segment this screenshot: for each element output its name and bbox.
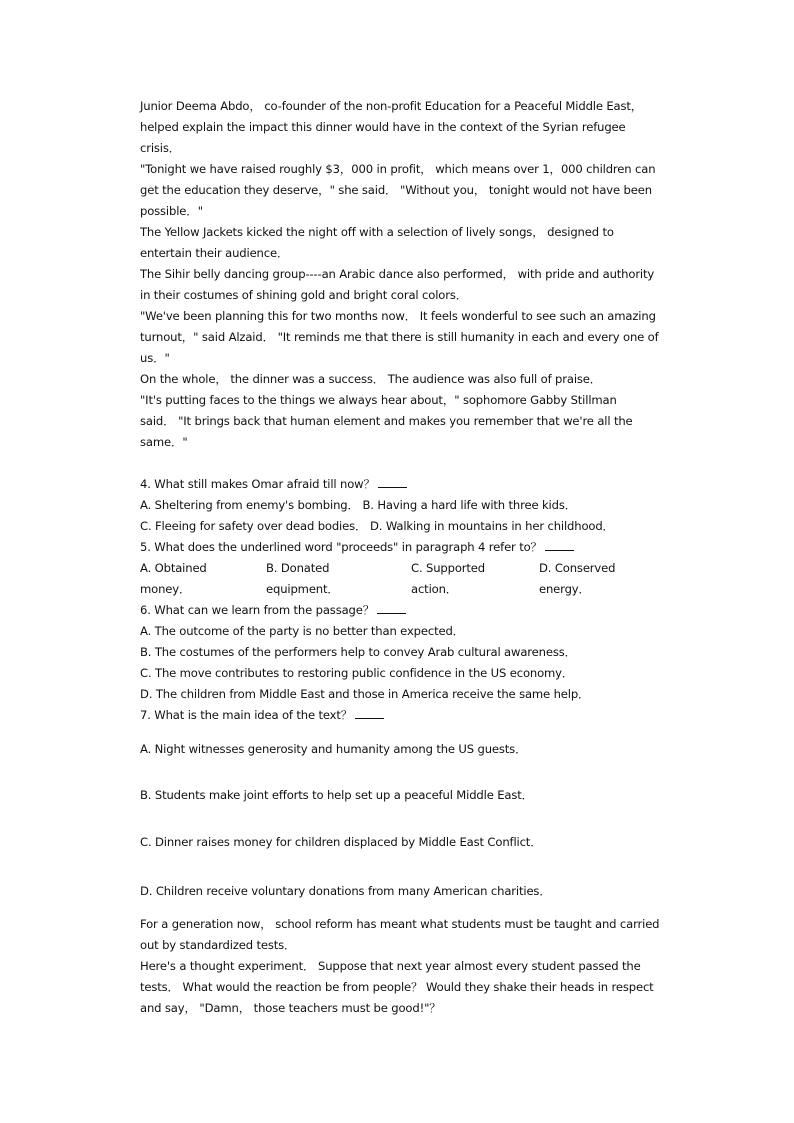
option-d: D. Children receive voluntary donations from many American charities． [140, 884, 551, 898]
text-line: possible．" [140, 204, 203, 218]
option-b: B. Donated [266, 561, 330, 575]
question-5 [140, 537, 675, 600]
text-line: same．" [140, 435, 188, 449]
text-line: and say， "Damn， those teachers must be good!"？ [140, 1001, 441, 1015]
passage-one [140, 96, 675, 453]
option-a: A. Night witnesses generosity and humanity among the US guests． [140, 742, 527, 756]
question-stem [140, 474, 675, 495]
text-line: Here's a thought experiment． Suppose that next year almost every student passed the [140, 959, 641, 973]
text-line: in their costumes of shining gold and bright coral colors． [140, 288, 468, 302]
option-d: D. Conserved [539, 561, 616, 575]
option-d: D. The children from Middle East and those in America receive the same help． [140, 687, 590, 701]
text-line: helped explain the impact this dinner would have in the context of the Syrian refugee [140, 120, 626, 134]
text-line: crisis． [140, 141, 181, 155]
question-text: 5. What does the underlined word "proceeds" in paragraph 4 refer to？ [140, 540, 542, 554]
answer-blank [378, 476, 407, 488]
question-4 [140, 474, 675, 537]
question-text: 6. What can we learn from the passage？ [140, 603, 375, 617]
text-line: For a generation now， school reform has meant what students must be taught and carried [140, 917, 660, 931]
option-c: C. Dinner raises money for children displaced by Middle East Conflict． [140, 835, 542, 849]
question-stem [140, 600, 675, 621]
option-row [140, 558, 675, 579]
text-line: "We've been planning this for two months now． It feels wonderful to see such an amazing [140, 309, 656, 323]
text-line: entertain their audience． [140, 246, 289, 260]
text-line: get the education they deserve，" she said． "Without you， tonight would not have been [140, 183, 652, 197]
spacer [140, 453, 675, 474]
passage-two [140, 914, 675, 1019]
question-text: 4. What still makes Omar afraid till now？ [140, 477, 375, 491]
option-b: B. The costumes of the performers help to convey Arab cultural awareness． [140, 645, 577, 659]
text-line: turnout，" said Alzaid． "It reminds me that there is still humanity in each and every one of [140, 330, 659, 344]
option-a: A. The outcome of the party is no better than expected． [140, 624, 465, 638]
text-line: "Tonight we have raised roughly $3，000 in profit， which means over 1，000 children can [140, 162, 656, 176]
answer-blank [377, 602, 406, 614]
option-row [140, 579, 675, 600]
text-line: tests． What would the reaction be from people？ Would they shake their heads in respect [140, 980, 654, 994]
question-options: C. Fleeing for safety over dead bodies． D. Walking in mountains in her childhood． [140, 519, 614, 533]
text-line: out by standardized tests． [140, 938, 296, 952]
question-6 [140, 600, 675, 705]
option-c: C. Supported [411, 561, 485, 575]
answer-blank [355, 707, 384, 719]
question-7 [140, 705, 675, 902]
option-b: B. Students make joint efforts to help set up a peaceful Middle East． [140, 788, 534, 802]
option-c-cont: action． [411, 582, 458, 596]
option-d-cont: energy． [539, 582, 590, 596]
text-line: The Yellow Jackets kicked the night off with a selection of lively songs， designed to [140, 225, 614, 239]
text-line: "It's putting faces to the things we always hear about，" sophomore Gabby Stillman [140, 393, 617, 407]
text-line: us．" [140, 351, 170, 365]
option-a-cont: money． [140, 582, 191, 596]
question-stem [140, 705, 675, 726]
question-text: 7. What is the main idea of the text？ [140, 708, 353, 722]
text-line: said． "It brings back that human element and makes you remember that we're all the [140, 414, 633, 428]
answer-blank [545, 539, 574, 551]
question-stem [140, 537, 675, 558]
text-line: On the whole， the dinner was a success． The audience was also full of praise． [140, 372, 602, 386]
option-b-cont: equipment． [266, 582, 339, 596]
text-line: The Sihir belly dancing group----an Arabic dance also performed， with pride and authority [140, 267, 655, 281]
question-options: A. Sheltering from enemy's bombing． B. Having a hard life with three kids． [140, 498, 577, 512]
document-body [140, 96, 675, 1019]
option-a: A. Obtained [140, 561, 207, 575]
option-c: C. The move contributes to restoring public confidence in the US economy． [140, 666, 574, 680]
text-line: Junior Deema Abdo， co-founder of the non-profit Education for a Peaceful Middle East， [140, 99, 643, 113]
